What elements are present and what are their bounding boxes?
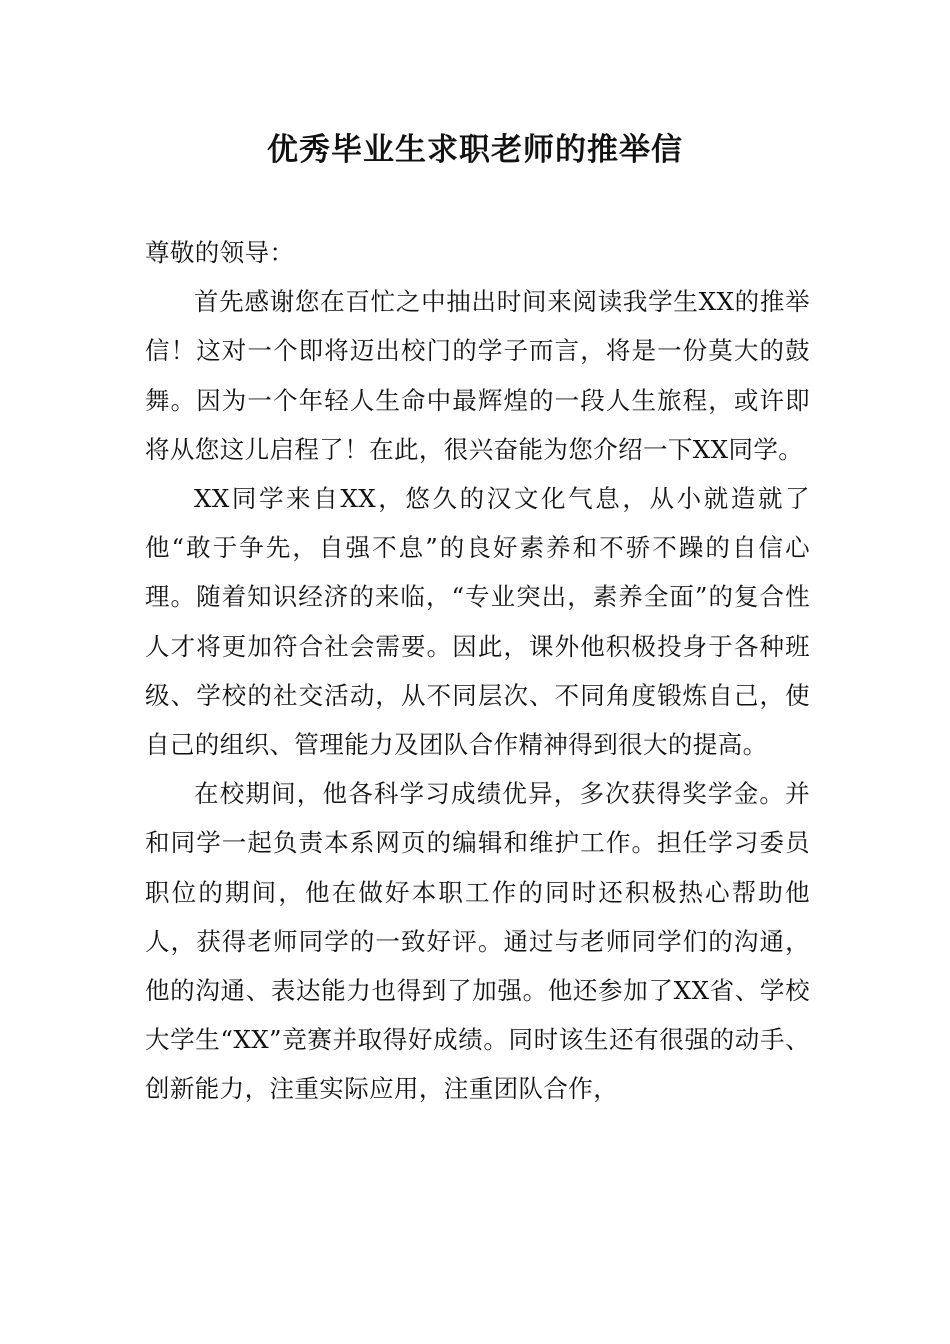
paragraph-1: 首先感谢您在百忙之中抽出时间来阅读我学生XX的推举信！这对一个即将迈出校门的学子而言，将是一份莫大的鼓舞。因为一个年轻人生命中最辉煌的一段人生旅程，或许即将从您这儿启程了！在此，很兴奋能为您介绍一下XX同学。 <box>145 287 810 464</box>
salutation: 尊敬的领导： <box>145 238 295 267</box>
document-title: 优秀毕业生求职老师的推举信 <box>267 132 683 168</box>
letter-body <box>145 228 810 1114</box>
paragraph-2: XX同学来自XX，悠久的汉文化气息，从小就造就了他“敢于争先，自强不息”的良好素养和不骄不躁的自信心理。随着知识经济的来临，“专业突出，素养全面”的复合性人才将更加符合社会需要。因此，课外他积极投身于各种班级、学校的社交活动，从不同层次、不同角度锻炼自己，使自己的组织、管理能力及团队合作精神得到很大的提高。 <box>145 484 810 760</box>
paragraph-3: 在校期间，他各科学习成绩优异，多次获得奖学金。并和同学一起负责本系网页的编辑和维护工作。担任学习委员职位的期间，他在做好本职工作的同时还积极热心帮助他人，获得老师同学的一致好评。通过与老师同学们的沟通，他的沟通、表达能力也得到了加强。他还参加了XX省、学校大学生“XX”竞赛并取得好成绩。同时该生还有很强的动手、创新能力，注重实际应用，注重团队合作， <box>145 779 810 1104</box>
